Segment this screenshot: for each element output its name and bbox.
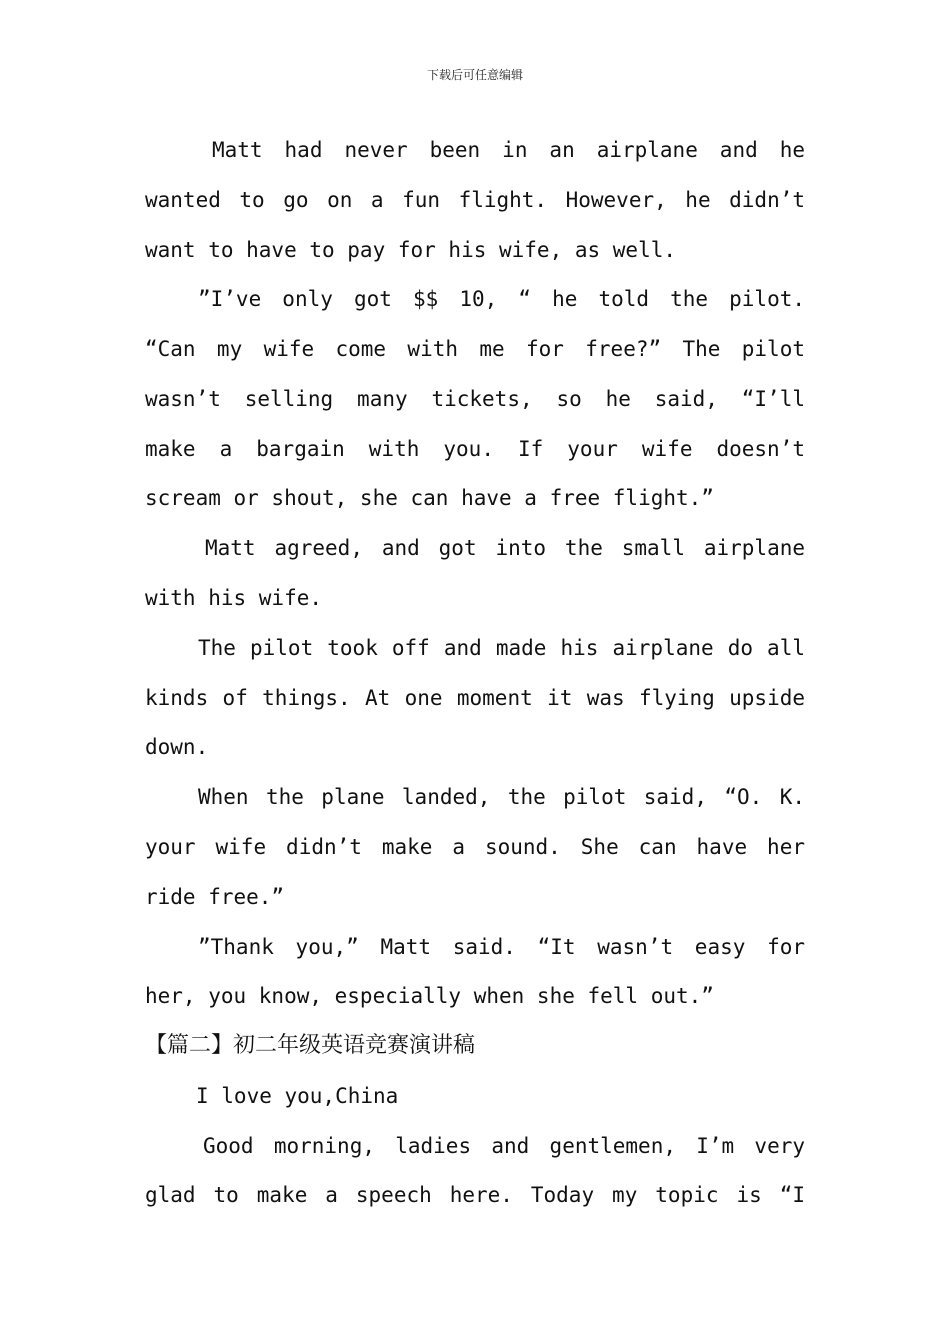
text-line: When the plane landed, the pilot said, “O. K. xyxy=(198,785,805,809)
section-heading: 【篇二】初二年级英语竞赛演讲稿 xyxy=(145,1033,476,1058)
text-line: ”I’ve only got $$ 10, “ he told the pilot. xyxy=(198,287,805,311)
text-line: wanted to go on a fun flight. However, he didn’t xyxy=(145,188,805,212)
text-line: ”Thank you,” Matt said. “It wasn’t easy for xyxy=(198,935,805,959)
text-line: make a bargain with you. If your wife doesn’t xyxy=(145,437,805,461)
header-note: 下载后可任意编辑 xyxy=(426,68,523,82)
text-line: Matt had never been in an airplane and he xyxy=(212,138,805,162)
text-line: “Can my wife come with me for free?” The pilot xyxy=(145,337,805,361)
text-line: your wife didn’t make a sound. She can have her xyxy=(145,835,805,859)
text-line: her, you know, especially when she fell out.” xyxy=(145,984,714,1008)
speech-title: I love you,China xyxy=(196,1084,399,1108)
text-line: scream or shout, she can have a free flight.” xyxy=(145,486,714,510)
text-line: Good morning, ladies and gentlemen, I’m very xyxy=(203,1134,805,1158)
text-line: down. xyxy=(145,735,209,759)
text-line: kinds of things. At one moment it was flying upside xyxy=(145,686,805,710)
text-line: wasn’t selling many tickets, so he said, “I’ll xyxy=(145,387,805,411)
text-line: glad to make a speech here. Today my topic is “I xyxy=(145,1183,805,1207)
text-line: ride free.” xyxy=(145,885,285,909)
text-line: want to have to pay for his wife, as well. xyxy=(145,238,677,262)
text-line: The pilot took off and made his airplane do all xyxy=(198,636,805,660)
text-line: Matt agreed, and got into the small airplane xyxy=(205,536,805,560)
text-line: with his wife. xyxy=(145,586,323,610)
